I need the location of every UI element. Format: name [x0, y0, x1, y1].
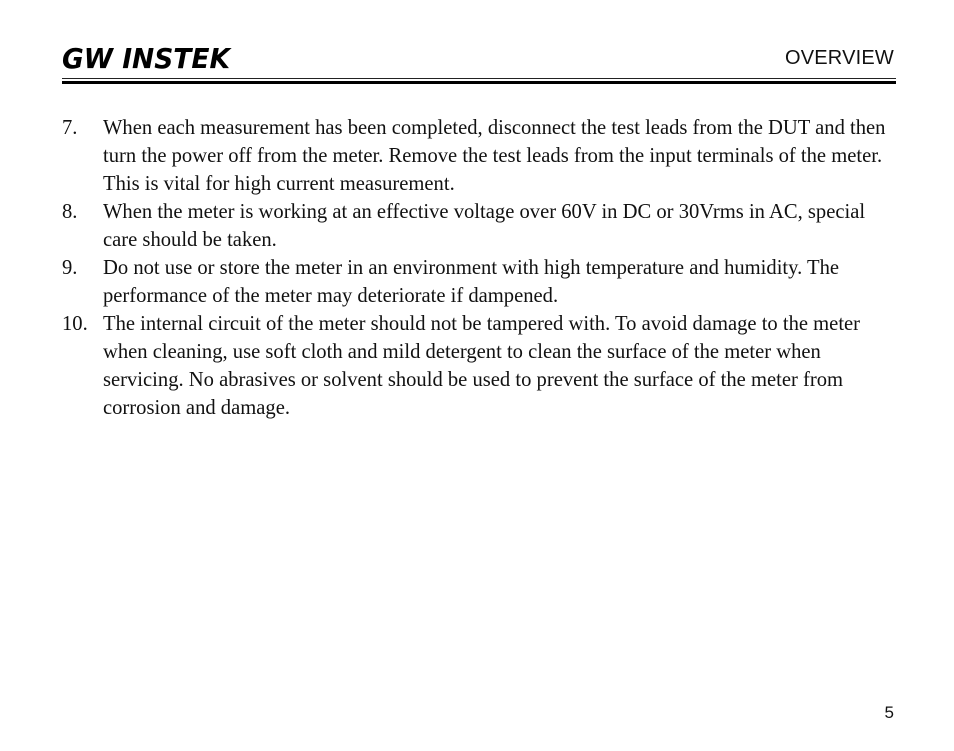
header-rule-thin: [62, 78, 896, 79]
list-item: [62, 198, 898, 254]
section-title: OVERVIEW: [784, 47, 894, 69]
item-number: 8.: [62, 201, 78, 223]
svg-text:GW INSTEK: GW INSTEK: [62, 42, 232, 72]
item-text: When each measurement has been completed, disconnect the test leads from the DUT and then turn the power off from the meter. Remove the test leads from the input terminals of the meter. This is vital for high current measurement.: [103, 117, 886, 195]
item-number: 7.: [62, 117, 78, 139]
list-item: [62, 254, 898, 310]
gw-instek-logo: [62, 42, 232, 72]
item-text: Do not use or store the meter in an environment with high temperature and humidity. The performance of the meter may deteriorate if dampened.: [103, 257, 840, 307]
item-text: When the meter is working at an effective voltage over 60V in DC or 30Vrms in AC, special care should be taken.: [103, 201, 866, 251]
item-number: 10.: [62, 313, 88, 335]
item-number: 9.: [62, 257, 78, 279]
list-item: [62, 114, 898, 198]
page-number: 5: [884, 703, 894, 722]
header-rule-thick: [62, 81, 896, 84]
safety-list: [62, 114, 898, 422]
list-item: [62, 310, 898, 422]
item-text: The internal circuit of the meter should not be tampered with. To avoid damage to the meter when cleaning, use soft cloth and mild detergent to clean the surface of the meter when servicing. No abrasives or solvent should be used to prevent the surface of the meter from corrosion and damage.: [103, 313, 861, 419]
